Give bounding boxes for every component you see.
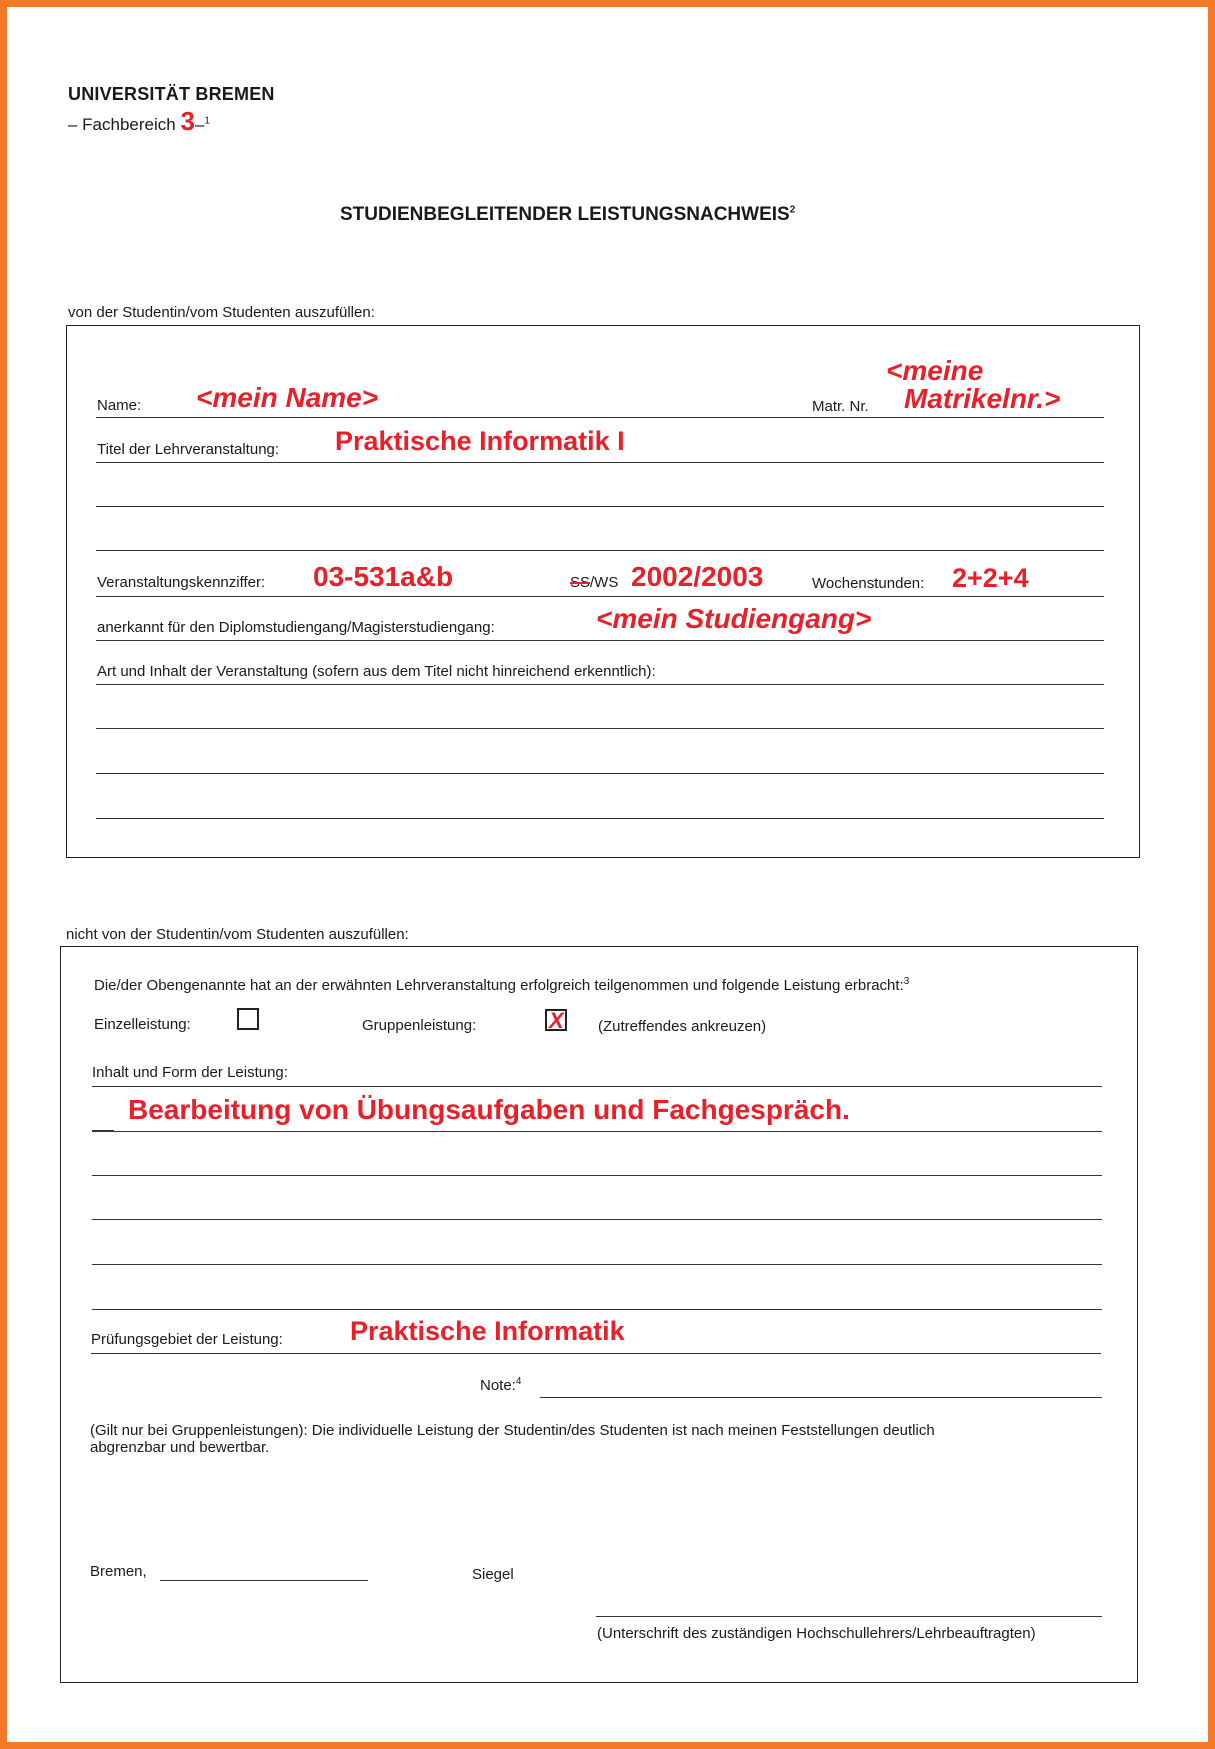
- note-label: [480, 1376, 521, 1394]
- anerkannt-line: [96, 640, 1104, 641]
- kennziffer-label: Veranstaltungskennziffer:: [97, 574, 266, 591]
- pruefung-line: [91, 1353, 1101, 1354]
- intro-text-body: Die/der Obengenannte hat an der erwähnten Lehrveranstaltung erfolgreich teilgenommen und folgende Leistung erbracht:: [94, 977, 904, 994]
- intro-text: [94, 976, 909, 994]
- einzel-checkbox[interactable]: [237, 1008, 259, 1030]
- kennziffer-line: [96, 596, 1104, 597]
- fachbereich: [68, 106, 210, 137]
- titel-line: [96, 462, 1104, 463]
- gruppen-note-line2: abgrenzbar und bewertbar.: [90, 1439, 270, 1456]
- date-line[interactable]: [160, 1580, 368, 1581]
- art-line-2: [96, 728, 1104, 729]
- name-value[interactable]: <mein Name>: [196, 382, 379, 413]
- inhalt-line-6: [92, 1309, 1102, 1310]
- bremen-label: Bremen,: [90, 1563, 147, 1580]
- name-line: [96, 417, 1104, 418]
- inhalt-line-2: [92, 1131, 1102, 1132]
- fachbereich-suffix: –: [194, 115, 205, 134]
- university-name: UNIVERSITÄT BREMEN: [68, 84, 275, 104]
- inhalt-line-5: [92, 1264, 1102, 1265]
- note-footnote: 4: [515, 1376, 522, 1387]
- gruppen-note-line1: (Gilt nur bei Gruppenleistungen): Die individuelle Leistung der Studentin/des Studenten ist nach meinen Feststellungen deutlich: [90, 1422, 935, 1439]
- inhalt-value[interactable]: Bearbeitung von Übungsaufgaben und Fachgespräch.: [128, 1094, 850, 1125]
- anerkannt-label: anerkannt für den Diplomstudiengang/Magisterstudiengang:: [97, 619, 495, 636]
- anerkannt-value[interactable]: <mein Studiengang>: [596, 603, 872, 634]
- titel-line-2: [96, 506, 1104, 507]
- titel-value[interactable]: Praktische Informatik I: [335, 426, 625, 456]
- siegel-label: Siegel: [472, 1566, 514, 1583]
- gruppen-checkbox[interactable]: [545, 1009, 567, 1031]
- art-line-1: [96, 684, 1104, 685]
- matr-label: Matr. Nr.: [812, 398, 869, 415]
- pruefung-label: Prüfungsgebiet der Leistung:: [91, 1331, 283, 1348]
- art-line-4: [96, 818, 1104, 819]
- inhalt-label: Inhalt und Form der Leistung:: [92, 1064, 288, 1081]
- intro-footnote: 3: [903, 976, 910, 987]
- signature-caption: (Unterschrift des zuständigen Hochschullehrers/Lehrbeauftragten): [597, 1625, 1036, 1642]
- student-section-caption: von der Studentin/vom Studenten auszufüllen:: [68, 304, 375, 321]
- matr-value-line1[interactable]: <meine: [886, 355, 984, 386]
- note-line[interactable]: [540, 1397, 1102, 1398]
- examiner-section-box: [60, 946, 1138, 1683]
- semester-ws: /WS: [590, 574, 619, 591]
- pruefung-value[interactable]: Praktische Informatik: [350, 1316, 625, 1346]
- kennziffer-value[interactable]: 03-531a&b: [313, 561, 454, 592]
- name-label: Name:: [97, 397, 142, 414]
- inhalt-line-3: [92, 1175, 1102, 1176]
- titel-label: Titel der Lehrveranstaltung:: [97, 441, 280, 458]
- art-label: Art und Inhalt der Veranstaltung (sofern aus dem Titel nicht hinreichend erkenntlich):: [97, 663, 656, 680]
- examiner-section-caption: nicht von der Studentin/vom Studenten auszufüllen:: [66, 926, 409, 943]
- document-title-footnote: 2: [789, 204, 796, 216]
- einzel-label: Einzelleistung:: [94, 1016, 191, 1033]
- document-title-text: STUDIENBEGLEITENDER LEISTUNGSNACHWEIS: [340, 204, 790, 225]
- gruppen-check-mark: X: [549, 1008, 564, 1033]
- semester-label: [570, 574, 618, 591]
- fachbereich-prefix: – Fachbereich: [68, 115, 176, 134]
- inhalt-line-1: [92, 1086, 1102, 1087]
- gruppen-label: Gruppenleistung:: [362, 1017, 477, 1034]
- wochenstunden-label: Wochenstunden:: [812, 575, 925, 592]
- wochenstunden-value[interactable]: 2+2+4: [952, 563, 1029, 593]
- semester-value[interactable]: 2002/2003: [631, 561, 764, 592]
- fachbereich-number: 3: [180, 106, 195, 136]
- ankreuzen-hint: (Zutreffendes ankreuzen): [598, 1018, 767, 1035]
- matr-value-line2[interactable]: Matrikelnr.>: [904, 383, 1061, 414]
- document-title: [340, 204, 795, 226]
- art-line-3: [96, 773, 1104, 774]
- note-label-text: Note:: [480, 1377, 516, 1394]
- titel-line-3: [96, 550, 1104, 551]
- fachbereich-footnote: 1: [204, 115, 210, 127]
- semester-strike: SS: [570, 574, 591, 591]
- signature-line[interactable]: [596, 1616, 1102, 1617]
- inhalt-line-4: [92, 1219, 1102, 1220]
